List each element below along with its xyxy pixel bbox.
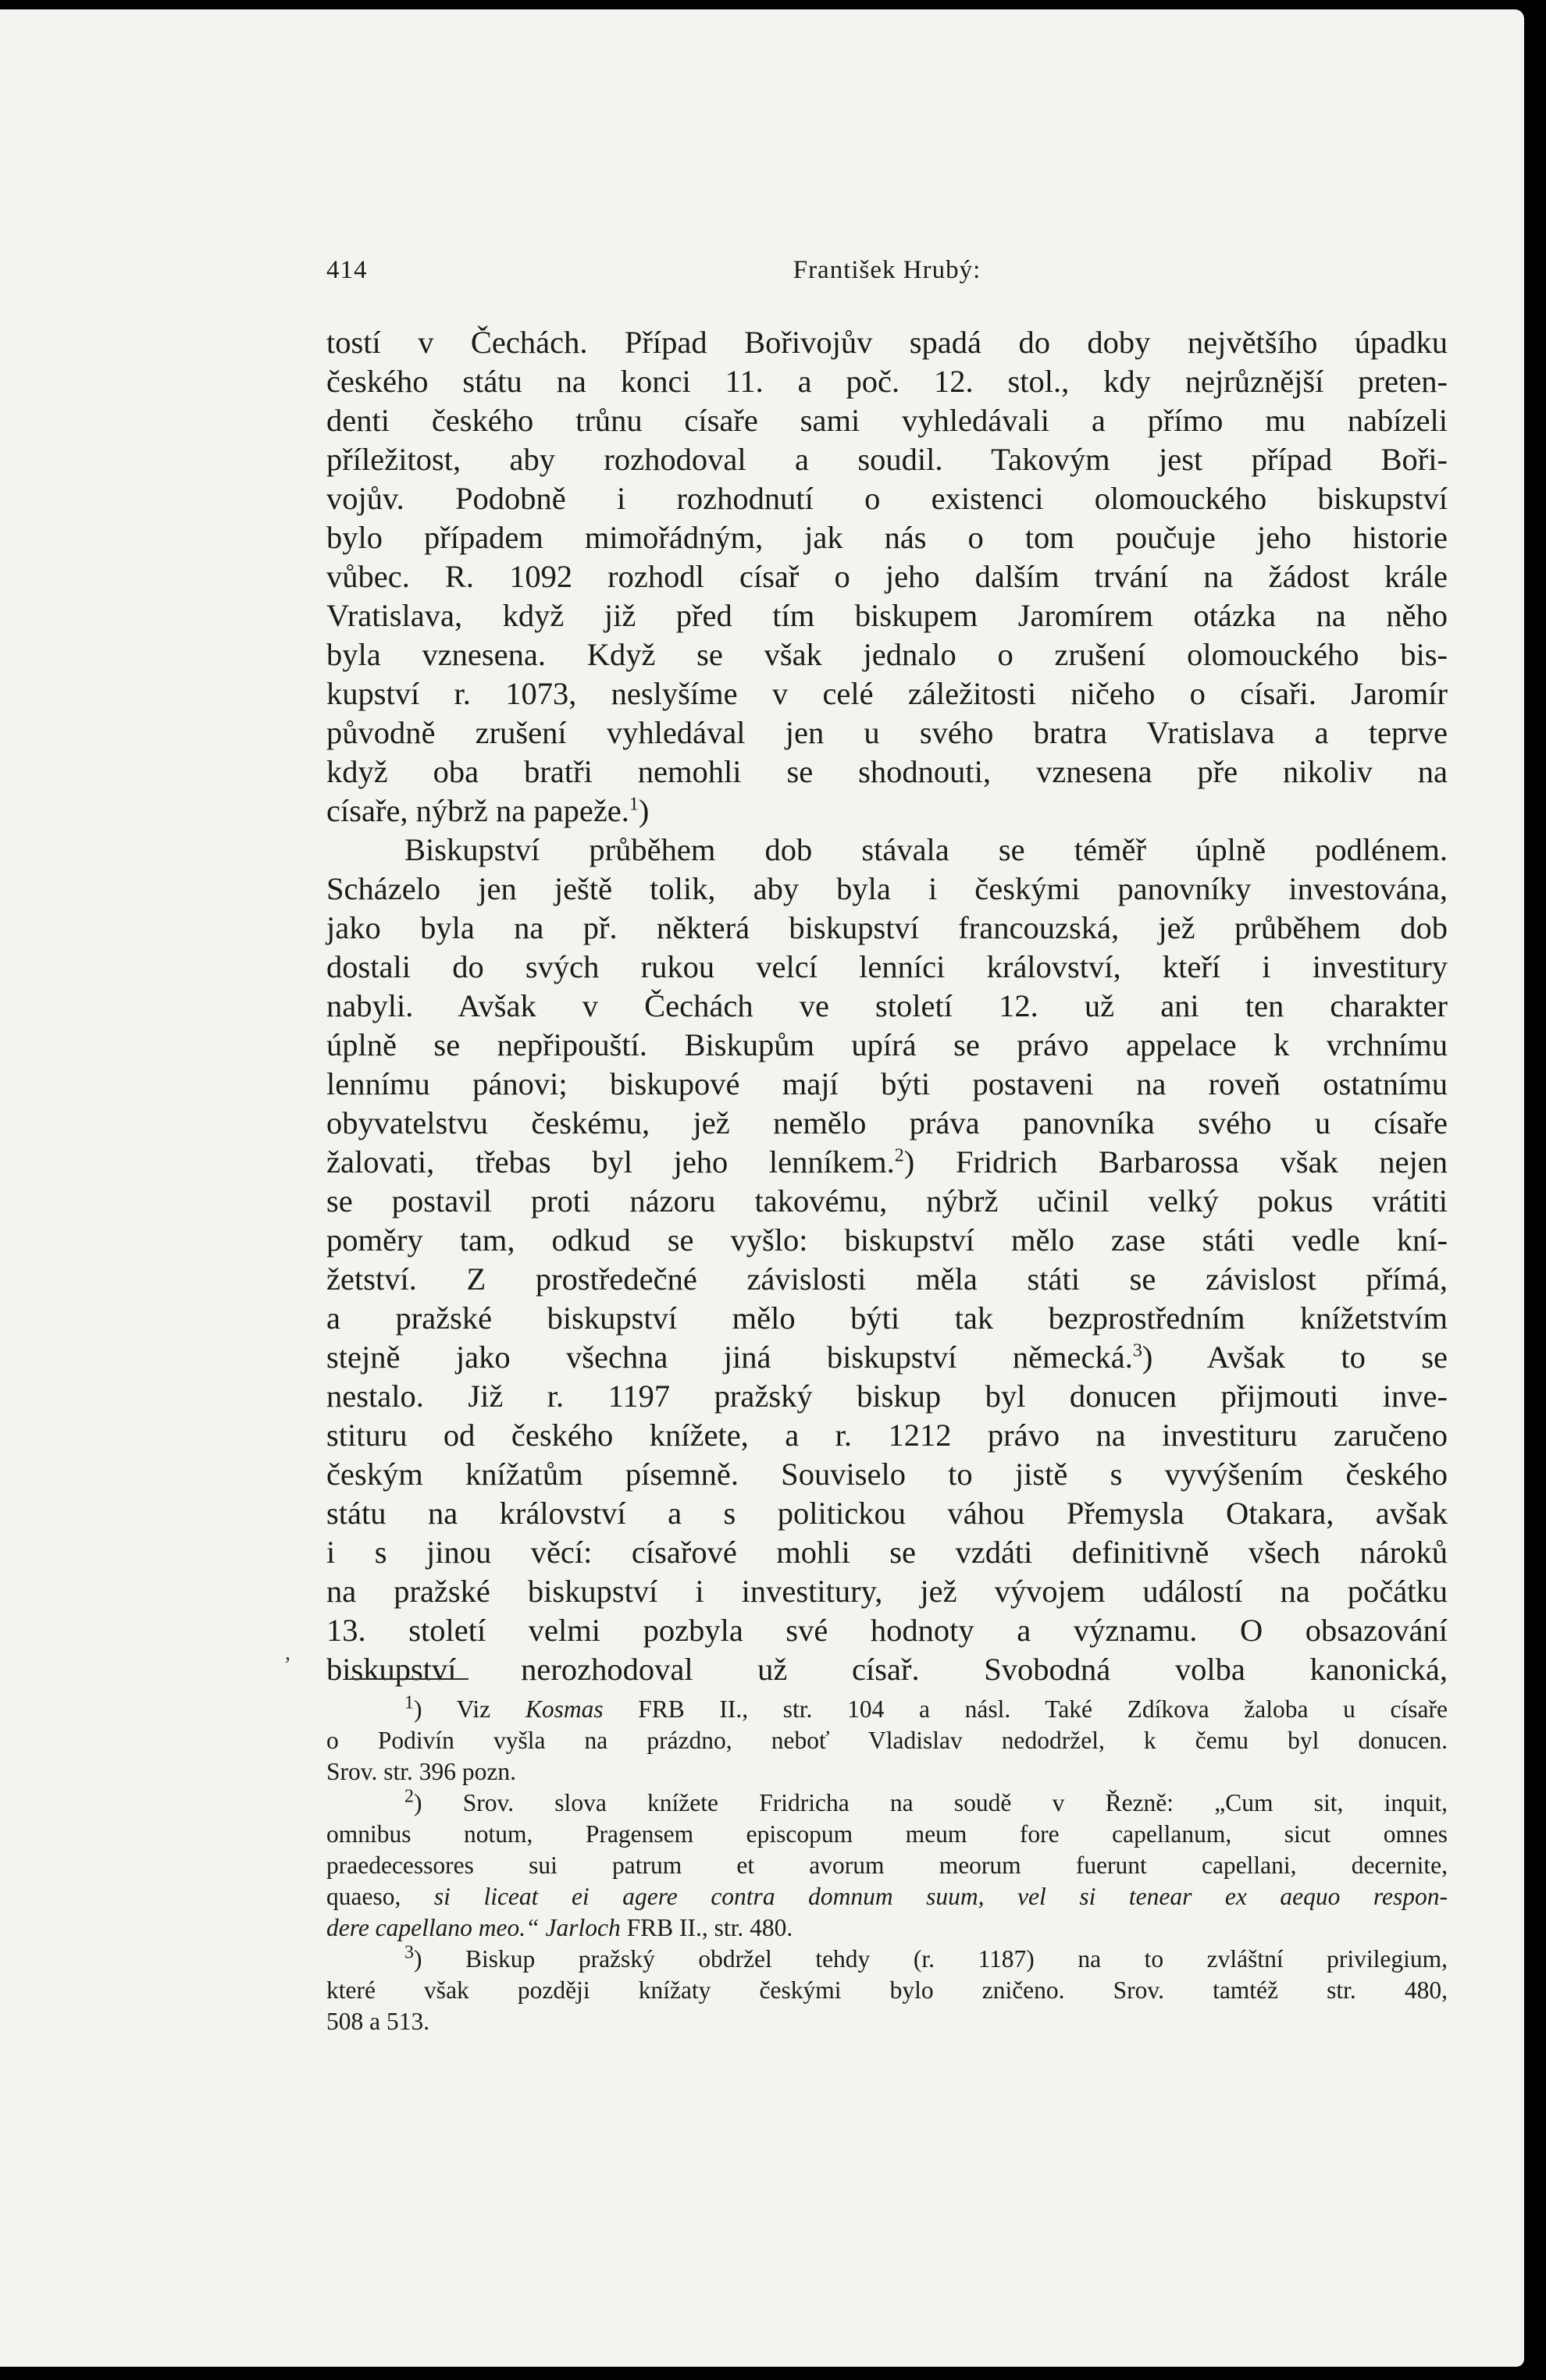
footnote-text: FRB II., str. 480. — [620, 1914, 793, 1941]
running-title: František Hrubý: — [793, 256, 981, 284]
book-page — [0, 9, 1524, 2367]
text-line: nabyli. Avšak v Čechách ve století 12. už ani ten charakter — [326, 988, 1448, 1023]
footnote-ref: 1 — [629, 794, 639, 815]
footnote-ref: 3 — [1132, 1340, 1142, 1361]
footnote-2: $^2$) Srov. slova knížete Fridricha na soudě v Řezně: „Cum sit, inquit, — [404, 1786, 1448, 1816]
footnote-line — [326, 1881, 1448, 1912]
text-line: na pražské biskupství i investitury, jež vývojem událostí na počátku — [326, 1574, 1448, 1609]
text-line: příležitost, aby rozhodoval a soudil. Takovým jest případ Boři- — [326, 442, 1448, 477]
text-line: vůbec. R. 1092 rozhodl císař o jeho dalším trvání na žádost krále — [326, 559, 1448, 594]
footnote-line: Srov. str. 396 pozn. — [326, 1758, 516, 1785]
footnote-line — [326, 1912, 1448, 1944]
text-line: tostí v Čechách. Případ Bořivojův spadá do doby největšího úpadku — [326, 325, 1448, 360]
text-line: se postavil proti názoru takovému, nýbrž učinil velký pokus vrátiti — [326, 1183, 1448, 1218]
text-line: stituru od českého knížete, a r. 1212 právo na investituru zaručeno — [326, 1418, 1448, 1453]
text-line: a pražské biskupství mělo býti tak bezprostředním knížetstvím — [326, 1300, 1448, 1336]
text-line: když oba bratři nemohli se shodnouti, vznesena pře nikoliv na — [326, 754, 1448, 789]
text-line: žalovati, třebas byl jeho lenníkem.$^2$) Fridrich Barbarossa však nejen — [326, 1144, 1448, 1179]
footnote-3: $^3$) Biskup pražský obdržel tehdy (r. 1187) na to zvláštní privilegium, — [404, 1942, 1448, 1973]
text-line: státu na království a s politickou váhou Přemysla Otakara, avšak — [326, 1496, 1448, 1531]
footnote-text: Srov. slova knížete Fridricha na soudě v Řezně: „Cum sit, inquit, — [422, 1789, 1448, 1816]
text-line: vojův. Podobně i rozhodnutí o existenci olomouckého biskupství — [326, 481, 1448, 516]
text-segment: stejně jako všechna jiná biskupství německá. — [326, 1339, 1133, 1375]
footnote-line: které však později knížaty českými bylo zničeno. Srov. tamtéž str. 480, — [326, 1976, 1448, 2004]
footnote-italic: si liceat ei agere contra domnum suum, vel si tenear ex aequo respon- — [433, 1883, 1448, 1910]
text-line: bylo případem mimořádným, jak nás o tom poučuje jeho historie — [326, 520, 1448, 555]
footnote-text: FRB II., str. 104 a násl. Také Zdíkova žaloba u císaře — [603, 1695, 1448, 1723]
text-line: nestalo. Již r. 1197 pražský biskup byl donucen přijmouti inve- — [326, 1379, 1448, 1414]
footnote-mark: 3 — [404, 1942, 414, 1963]
text-line: úplně se nepřipouští. Biskupům upírá se právo appelace k vrchnímu — [326, 1027, 1448, 1062]
text-line: Scházelo jen ještě tolik, aby byla i českými panovníky investována, — [326, 871, 1448, 906]
text-line: obyvatelstvu českému, jež nemělo práva panovníka svého u císaře — [326, 1105, 1448, 1140]
text-line: českého státu na konci 11. a poč. 12. stol., kdy nejrůznější preten- — [326, 364, 1448, 399]
page-number: 414 — [326, 256, 368, 284]
footnote-line: o Podivín vyšla na prázdno, neboť Vladislav nedodržel, k čemu byl donucen. — [326, 1727, 1448, 1754]
text-line: Vratislava, když již před tím biskupem Jaromírem otázka na něho — [326, 598, 1448, 633]
footnote-text: Biskup pražský obdržel tehdy (r. 1187) na to zvláštní privilegium, — [422, 1945, 1448, 1973]
text-segment: Fridrich Barbarossa však nejen — [914, 1144, 1448, 1179]
footnote-mark: 2 — [404, 1786, 414, 1807]
text-line: žetství. Z prostředečné závislosti měla státi se závislost přímá, — [326, 1261, 1448, 1297]
text-line: i s jinou věcí: císařové mohli se vzdáti definitivně všech nároků — [326, 1535, 1448, 1570]
footnotes — [326, 1694, 1448, 2037]
page-header — [326, 256, 1448, 290]
text-line: stejně jako všechna jiná biskupství německá.$^3$) Avšak to se — [326, 1339, 1448, 1375]
footnote-mark: 1 — [404, 1692, 414, 1713]
text-line: císaře, nýbrž na papeže.$^1$) — [326, 793, 650, 828]
footnote-text: quaeso, — [326, 1883, 434, 1910]
text-line: byla vznesena. Když se však jednalo o zrušení olomouckého bis- — [326, 637, 1448, 672]
text-segment: císaře, nýbrž na papeže. — [326, 793, 629, 828]
text-line: kupství r. 1073, neslyšíme v celé záležitosti ničeho o císaři. Jaromír — [326, 676, 1448, 711]
text-line: českým knížatům písemně. Souviselo to jistě s vyvýšením českého — [326, 1457, 1448, 1492]
footnote-italic: dere capellano meo.“ Jarloch — [326, 1914, 621, 1941]
text-line: původně zrušení vyhledával jen u svého bratra Vratislava a teprve — [326, 715, 1448, 750]
text-segment: žalovati, třebas byl jeho lenníkem. — [326, 1144, 895, 1179]
margin-mark: , — [285, 1641, 290, 1665]
footnote-line: praedecessores sui patrum et avorum meorum fuerunt capellani, decernite, — [326, 1852, 1448, 1879]
footnote-1: $^1$) Viz Kosmas FRB II., str. 104 a násl. Také Zdíkova žaloba u císaře — [404, 1692, 1448, 1723]
text-segment: Avšak to se — [1152, 1339, 1448, 1375]
footnote-rule — [350, 1678, 468, 1680]
text-line: dostali do svých rukou velcí lenníci království, kteří i investitury — [326, 949, 1448, 984]
body-text — [326, 323, 1448, 1689]
footnote-italic: Kosmas — [525, 1695, 604, 1723]
footnote-line: omnibus notum, Pragensem episcopum meum fore capellanum, sicut omnes — [326, 1820, 1448, 1848]
text-line: jako byla na př. některá biskupství francouzská, jež průběhem dob — [326, 910, 1448, 945]
footnote-text: Viz — [422, 1695, 525, 1723]
footnote-line: 508 a 513. — [326, 2008, 430, 2035]
text-line: 13. století velmi pozbyla své hodnoty a významu. O obsazování — [326, 1613, 1448, 1648]
text-line: biskupství nerozhodoval už císař. Svobodná volba kanonická, — [326, 1652, 1448, 1687]
text-line: poměry tam, odkud se vyšlo: biskupství mělo zase státi vedle kní- — [326, 1222, 1448, 1258]
text-line: denti českého trůnu císaře sami vyhledávali a přímo mu nabízeli — [326, 403, 1448, 438]
paragraph-start-line: Biskupství průběhem dob stávala se téměř úplně podlénem. — [404, 832, 1448, 867]
text-line: lennímu pánovi; biskupové mají býti postaveni na roveň ostatnímu — [326, 1066, 1448, 1101]
footnote-ref: 2 — [894, 1145, 904, 1166]
